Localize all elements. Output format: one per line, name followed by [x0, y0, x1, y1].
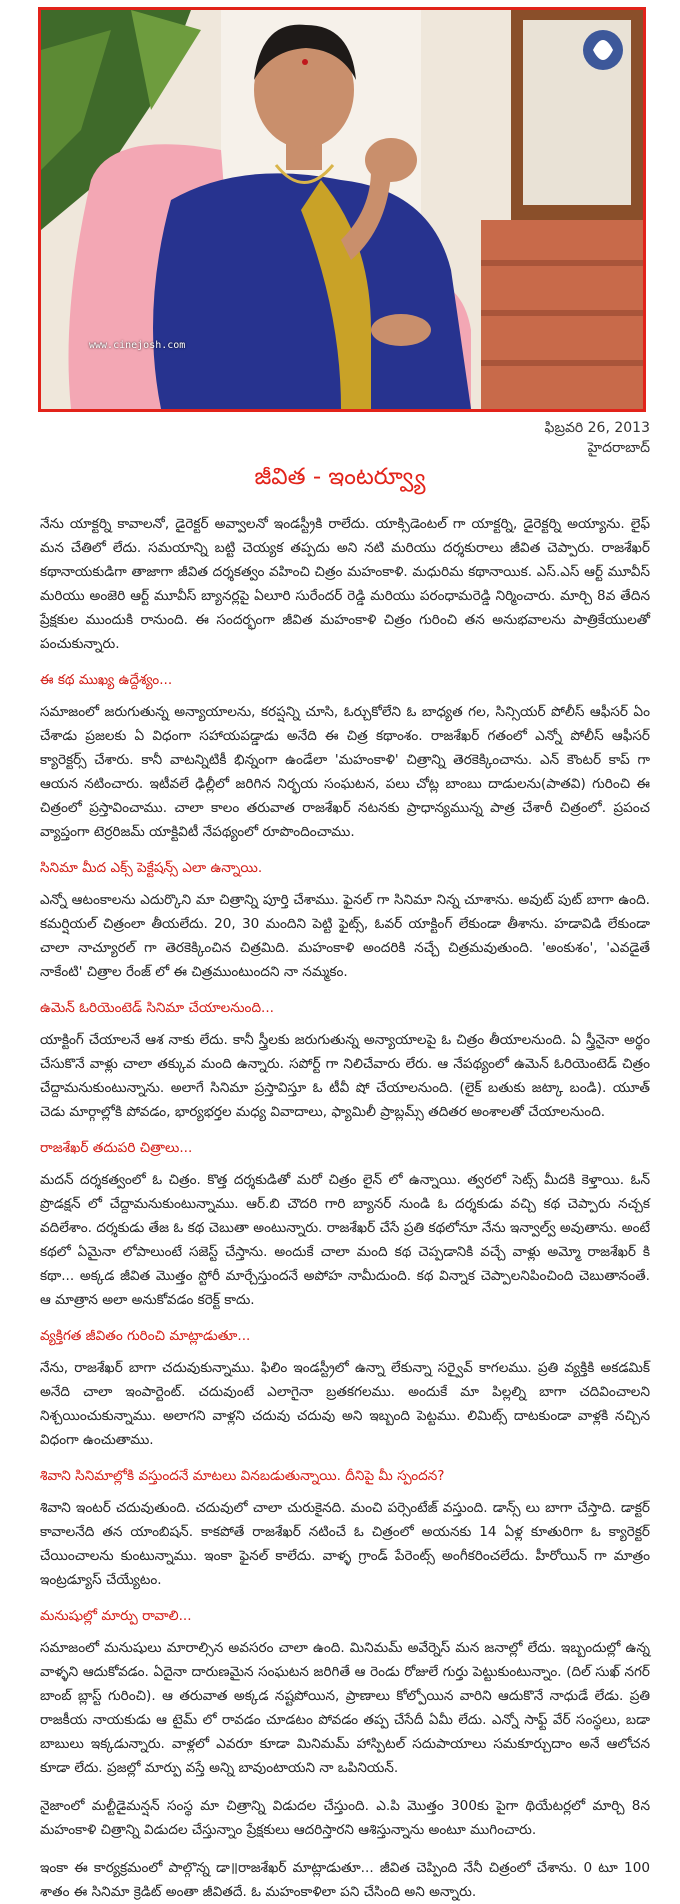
section-heading: రాజశేఖర్ తదుపరి చిత్రాలు...: [40, 1140, 193, 1156]
watermark-url: www.cinejosh.com: [89, 340, 186, 351]
dateline: [544, 418, 650, 458]
section-heading: ఈ కథ ముఖ్య ఉద్దేశ్యం...: [40, 672, 173, 688]
section-heading: సినిమా మీద ఎక్స్ పెక్టేషన్స్ ఎలా ఉన్నాయి.: [40, 860, 263, 876]
closing-paragraph: ఇంకా ఈ కార్యక్రమంలో పాల్గొన్న డా॥రాజశేఖర్ మాట్లాడుతూ... జీవిత చెప్పింది నేనీ చిత్రంలో చేశాను. 0 టూ 100 శాతం ఈ సినిమా క్రెడిట్ అంతా జీవితదే. ఓ మహంకాళిలా పని చేసింది అని అన్నారు.: [40, 1860, 650, 1900]
section-heading: వ్యక్తిగత జీవితం గురించి మాట్లాడుతూ...: [40, 1328, 251, 1344]
section-paragraph: మదన్ దర్శకత్వంలో ఓ చిత్రం. కొత్త దర్శకుడితో మరో చిత్రం లైన్ లో ఉన్నాయి. త్వరలో సెట్స్ మీదకి కెళ్తాయి. ఓన్ ప్రొడక్షన్ లో చేద్దామనుకుంటున్నాము. ఆర్.బి చౌదరి గారి బ్యానర్ నుండి ఓ దర్శకుడు వచ్చి కథ చెప్పారు నచ్చక వదిలేశాం. దర్శకుడు తేజ ఓ కథ చెబుతా అంటున్నారు. రాజశేఖర్ చేసే ప్రతి కథలోనూ నేను ఇన్వాల్వ్ అవుతాను. అంటే కథలో ఏమైనా లోపాలుంటే సజెస్ట్ చేస్తాను. అందుకే చాలా మంది కథ చెప్పడానికి వచ్చే వాళ్లు అమ్మో రాజశేఖర్ కి కథా... అక్కడ జీవిత మొత్తం స్టోరీ మార్చేస్తుందనే అపోహ నామీదుంది. కథ విన్నాక చెప్పాలనిపించింది చెబుతానంతే. ఆ మాత్రాన అలా అనుకోవడం కరెక్ట్ కాదు.: [40, 1172, 650, 1308]
section-paragraph: యాక్టింగ్ చేయాలనే ఆశ నాకు లేదు. కానీ స్త్రీలకు జరుగుతున్న అన్యాయాలపై ఓ చిత్రం తీయాలనుంది. ఏ స్త్రీనైనా అర్థం చేసుకొనే వాళ్లు చాలా తక్కువ మంది ఉన్నారు. సపోర్ట్ గా నిలిచేవారు లేరు. ఆ నేపథ్యంలో ఉమెన్ ఓరియెంటెడ్ చిత్రం చేద్దామనుకుంటున్నాను. అలాగే సినిమా ప్రస్తావిస్తూ ఓ టీవీ షో చేయాలనుంది. (లైక్ బతుకు జట్కా బండి). యూత్ చెడు మార్గాల్లోకి పోవడం, భార్యభర్తల మధ్య వివాదాలు, ఫ్యామిలీ ప్రాబ్లమ్స్ తదితర అంశాలతో చేయాలనుంది.: [40, 1032, 650, 1120]
article-place: హైదరాబాద్: [587, 440, 650, 456]
section-paragraph: శివాని ఇంటర్ చదువుతుంది. చదువులో చాలా చురుకైనది. మంచి పర్సెంటేజ్ వస్తుంది. డాన్స్ లు బాగా చేస్తాది. డాక్టర్ కావాలనేది తన యాంబిషన్. కాకపోతే రాజశేఖర్ నటించే ఓ చిత్రంలో అయనకు 14 ఏళ్ల కూతురిగా ఓ క్యారెక్టర్ చేయించాలను కుంటున్నాము. ఇంకా ఫైనల్ కాలేదు. వాళ్ళ గ్రాండ్ పేరెంట్స్ అంగీకరించలేదు. హీరోయిన్ గా మాత్రం ఇంట్రడ్యూస్ చేయ్యేటం.: [40, 1500, 651, 1588]
article-body: [40, 512, 650, 1904]
section-paragraph: సమాజంలో మనుషులు మారాల్సిన అవసరం చాలా ఉంది. మినిమమ్ అవేర్నెస్ మన జనాల్లో లేదు. ఇబ్బందుల్లో ఉన్న వాళ్ళని ఆదుకోవడం. ఏదైనా దారుణమైన సంఘటన జరిగితే ఆ రెండు రోజులే గుర్తు పెట్టుకుంటున్నాం. (దిల్ సుఖ్ నగర్ బాంబ్ బ్లాస్ట్ గురించి). ఆ తరువాత అక్కడ నష్టపోయిన, ప్రాణాలు కోల్పోయిన వారిని ఆదుకొనే నాధుడే లేడు. ప్రతి రాజకీయ నాయకుడు ఆ టైమ్ లో రావడం చూడటం పోవడం తప్ప చేసేదీ ఏమీ లేదు. ఎన్నో సాఫ్ట్ వేర్ సంస్థలు, బడా బాబులు ఇక్కడున్నారు. వాళ్లలో ఎవరూ కూడా మినిమమ్ హాస్పిటల్ సదుపాయాలు సమకూర్చుదాం అనే ఆలోచన కూడా లేదు. ప్రజల్లో మార్పు వస్తే అన్ని బావుంటాయని నా ఒపినియన్.: [40, 1640, 650, 1776]
page-title: జీవిత - ఇంటర్వ్యూ: [254, 464, 426, 490]
section-paragraph: ఎన్నో ఆటంకాలను ఎదుర్కొని మా చిత్రాన్ని పూర్తి చేశాము. ఫైనల్ గా సినిమా నిన్న చూశాను. అవుట్ పుట్ బాగా ఉంది. కమర్షియల్ చిత్రంలా తీయలేదు. 20, 30 మందిని పెట్టి ఫైట్స్, ఓవర్ యాక్టింగ్ లేకుండా తీశాను. హడావిడి లేకుండా చాలా నాచ్యూరల్ గా తెరకెక్కించిన చిత్రమిది. మహంకాళి అందరికి నచ్చే చిత్రమవుతుంది. 'అంకుశం', 'ఎవడైతే నాకేంటి' చిత్రాల రేంజ్ లో ఈ చిత్రముంటుందని నా నమ్మకం.: [40, 892, 650, 980]
section-heading: మనుషుల్లో మార్పు రావాలి...: [40, 1608, 192, 1624]
interview-photo: [38, 7, 646, 412]
release-paragraph: నైజాంలో మల్టీడైమన్షన్ సంస్థ మా చిత్రాన్ని విడుదల చేస్తుంది. ఎ.పి మొత్తం 300కు పైగా థియేటర్లలో మార్చి 8న మహంకాళి చిత్రాన్ని విడుదల చేస్తున్నాం ప్రేక్షకులు ఆదరిస్తారని ఆశిస్తున్నాను అంటూ ముగించారు.: [40, 1798, 650, 1838]
section-paragraph: సమాజంలో జరుగుతున్న అన్యాయాలను, కరప్షన్ని చూసి, ఓర్చుకోలేని ఓ బాధ్యత గల, సిన్సియర్ పోలీస్ ఆఫీసర్ ఏం చేశాడు ప్రజలకు ఏ విధంగా సహాయపడ్డాడు అనేది ఈ చిత్ర కథాంశం. రాజశేఖర్ గతంలో ఎన్నో పోలీస్ ఆఫీసర్ క్యారెక్టర్స్ చేశారు. కానీ వాటన్నిటికీ భిన్నంగా ఉండేలా 'మహంకాళి' చిత్రాన్ని తెరకెక్కించాను. ఎన్ కౌంటర్ కాప్ గా ఆయన నటించారు. ఇటీవలే ఢిల్లీలో జరిగిన నిర్భయ సంఘటన, పలు చోట్ల బాంబు దాడులను(పాతవి) గురించి ఈ చిత్రంలో ప్రస్తావించాము. చాలా కాలం తరువాత రాజశేఖర్ నటనకు ప్రాధాన్యమున్న పాత్ర చేశారీ చిత్రంలో. ప్రపంచ వ్యాప్తంగా టెర్రరిజమ్ యాక్టివిటీ నేపథ్యంలో రూపొందించాము.: [40, 704, 650, 840]
article-date: ఫిబ్రవరి 26, 2013: [544, 420, 650, 436]
intro-paragraph: నేను యాక్టర్ని కావాలనో, డైరెక్టర్ అవ్వాలనో ఇండస్ట్రీకి రాలేదు. యాక్సిడెంటల్ గా యాక్టర్ని, డైరెక్టర్ని అయ్యాను. లైఫ్ మన చేతిలో లేదు. సమయాన్ని బట్టి చెయ్యక తప్పదు అని నటి మరియు దర్శకురాలు జీవిత చెప్పారు. రాజశేఖర్ కథానాయకుడిగా తాజాగా జీవిత దర్శకత్వం వహించి చిత్రం మహంకాళి. మధురిమ కథానాయిక. ఎస్.ఎస్ ఆర్ట్ మూవీస్ మరియు అంజెరి ఆర్ట్ మూవీస్ బ్యానర్లపై ఏలూరి సురేందర్ రెడ్డి మరియు పరంధామరెడ్డి నిర్మించారు. మార్చి 8వ తేదిన ప్రేక్షకుల ముందుకి రానుంది. ఈ సందర్భంగా జీవిత మహంకాళి చిత్రం గురించి తన అనుభవాలను పాత్రికేయులతో పంచుకున్నారు.: [40, 516, 651, 652]
section-heading: ఉమెన్ ఓరియెంటెడ్ సినిమా చేయాలనుంది...: [40, 1000, 275, 1016]
section-paragraph: నేను, రాజశేఖర్ బాగా చదువుకున్నాము. ఫిలిం ఇండస్ట్రీలో ఉన్నా లేకున్నా సర్వైవ్ కాగలము. ప్రతి వ్యక్తికి అకడమిక్ అనేది చాలా ఇంపార్టెంట్. చదువుంటే ఎలాగైనా బ్రతకగలము. అందుకే మా పిల్లల్ని బాగా చదివించాలని నిశ్చయించుకున్నాము. అలాగని వాళ్లని చదువు చదువు అని ఇబ్బంది పెట్టము. లిమిట్స్ దాటకుండా వాళ్లకి నచ్చిన విధంగా ఉంచుతాము.: [40, 1360, 650, 1448]
section-heading: శివాని సినిమాల్లోకి వస్తుందనే మాటలు వినబడుతున్నాయి. దీనిపై మీ స్పందన?: [40, 1468, 445, 1484]
